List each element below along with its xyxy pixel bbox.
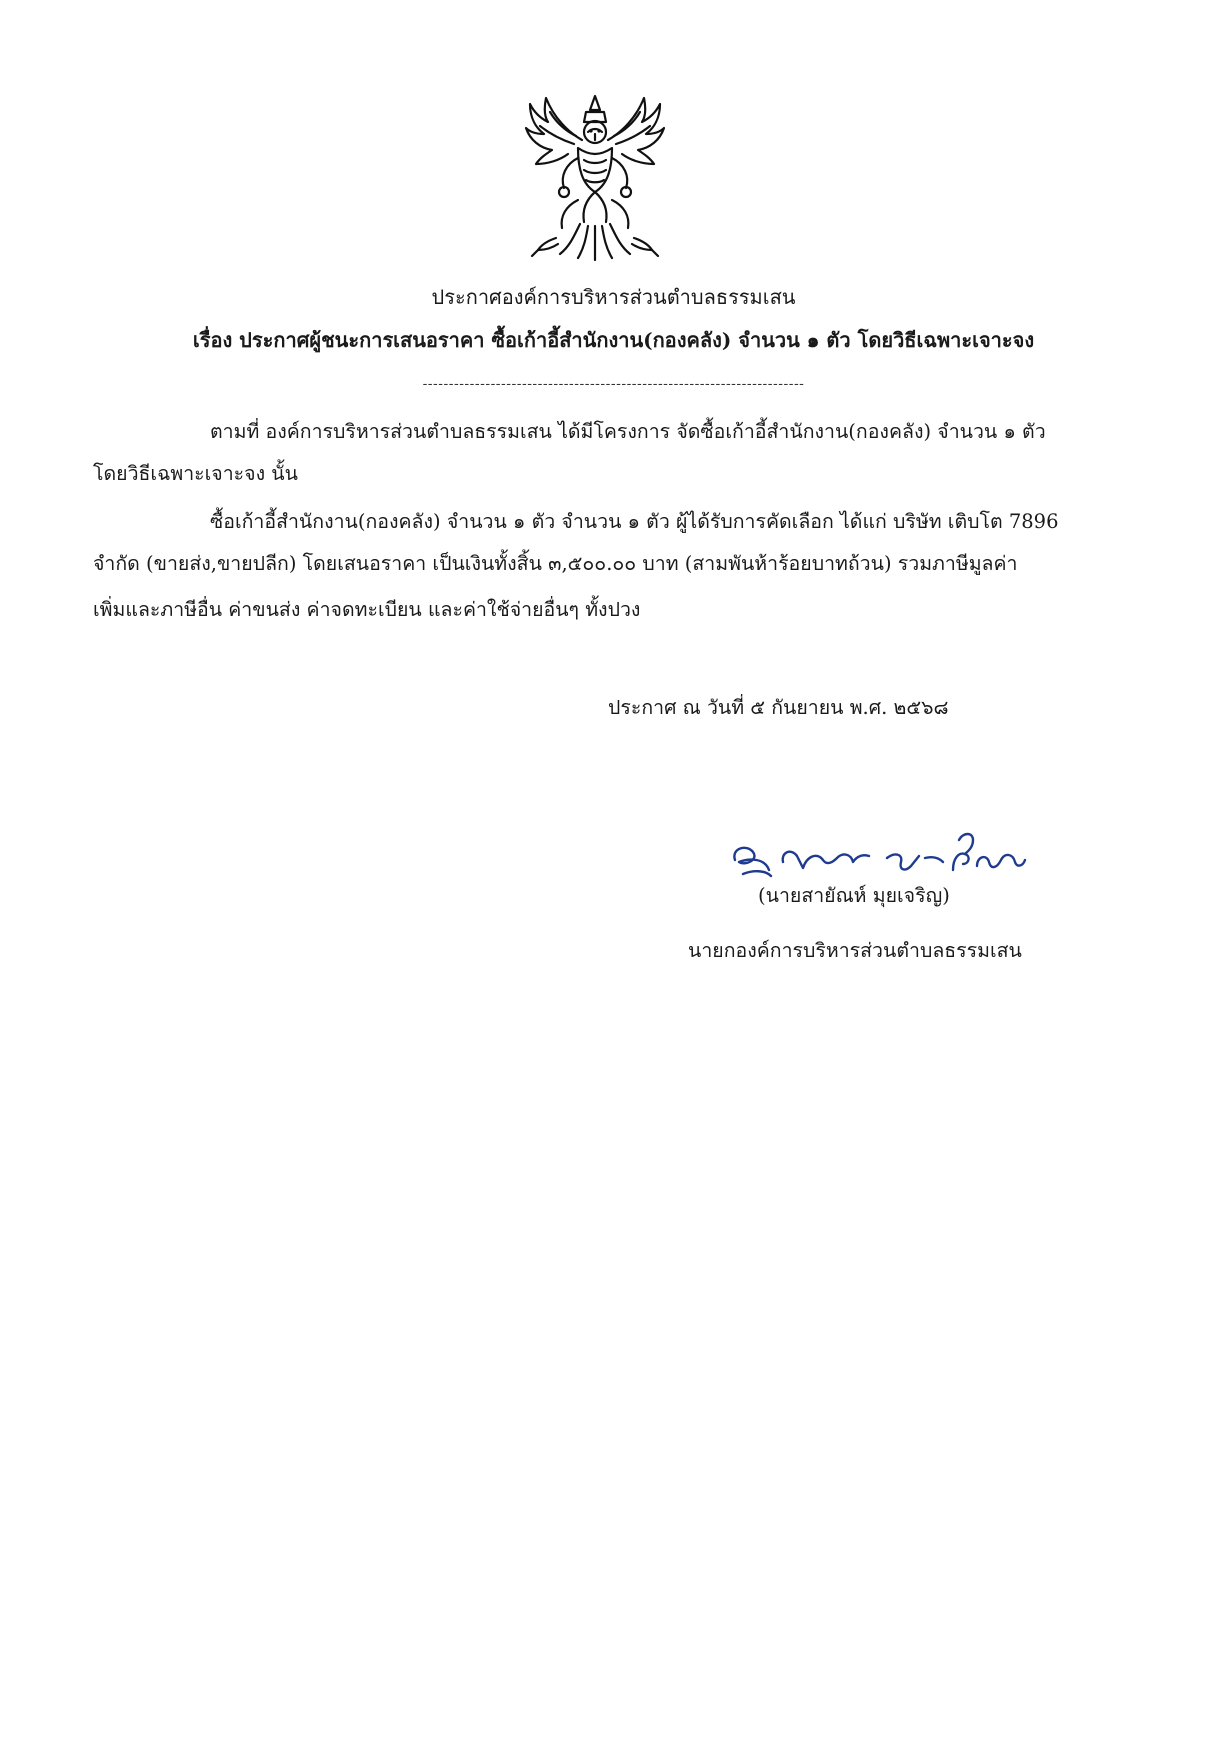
announcement-date: ประกาศ ณ วันที่ ๕ กันยายน พ.ศ. ๒๕๖๘: [608, 696, 949, 719]
organization-heading: ประกาศองค์การบริหารส่วนตำบลธรรมเสน: [431, 285, 796, 309]
subject-line: เรื่อง ประกาศผู้ชนะการเสนอราคา ซื้อเก้าอี้สำนักงาน(กองคลัง) จำนวน ๑ ตัว โดยวิธีเฉพาะเจาะจง: [192, 328, 1035, 352]
signer-title: นายกองค์การบริหารส่วนตำบลธรรมเสน: [688, 939, 1022, 962]
garuda-emblem-icon: [520, 88, 670, 266]
body-paragraph-1-line-2: โดยวิธีเฉพาะเจาะจง นั้น: [93, 462, 298, 485]
body-paragraph-1-line-1: ตามที่ องค์การบริหารส่วนตำบลธรรมเสน ได้มีโครงการ จัดซื้อเก้าอี้สำนักงาน(กองคลัง) จำนวน ๑ ตัว: [210, 420, 1046, 443]
body-paragraph-2-line-3: เพิ่มและภาษีอื่น ค่าขนส่ง ค่าจดทะเบียน และค่าใช้จ่ายอื่นๆ ทั้งปวง: [93, 598, 641, 621]
body-paragraph-2-line-2: จำกัด (ขายส่ง,ขายปลีก) โดยเสนอราคา เป็นเงินทั้งสิ้น ๓,๕๐๐.๐๐ บาท (สามพันห้าร้อยบาทถ้วน) รวมภาษีมูลค่า: [93, 552, 1018, 575]
separator-line: -------------------------------------------------------------------------: [422, 376, 805, 392]
signer-name: (นายสายัณห์ มุยเจริญ): [758, 884, 950, 907]
body-paragraph-2-line-1: ซื้อเก้าอี้สำนักงาน(กองคลัง) จำนวน ๑ ตัว จำนวน ๑ ตัว ผู้ได้รับการคัดเลือก ได้แก่ บริษัท เติบโต 7896: [210, 510, 1059, 533]
